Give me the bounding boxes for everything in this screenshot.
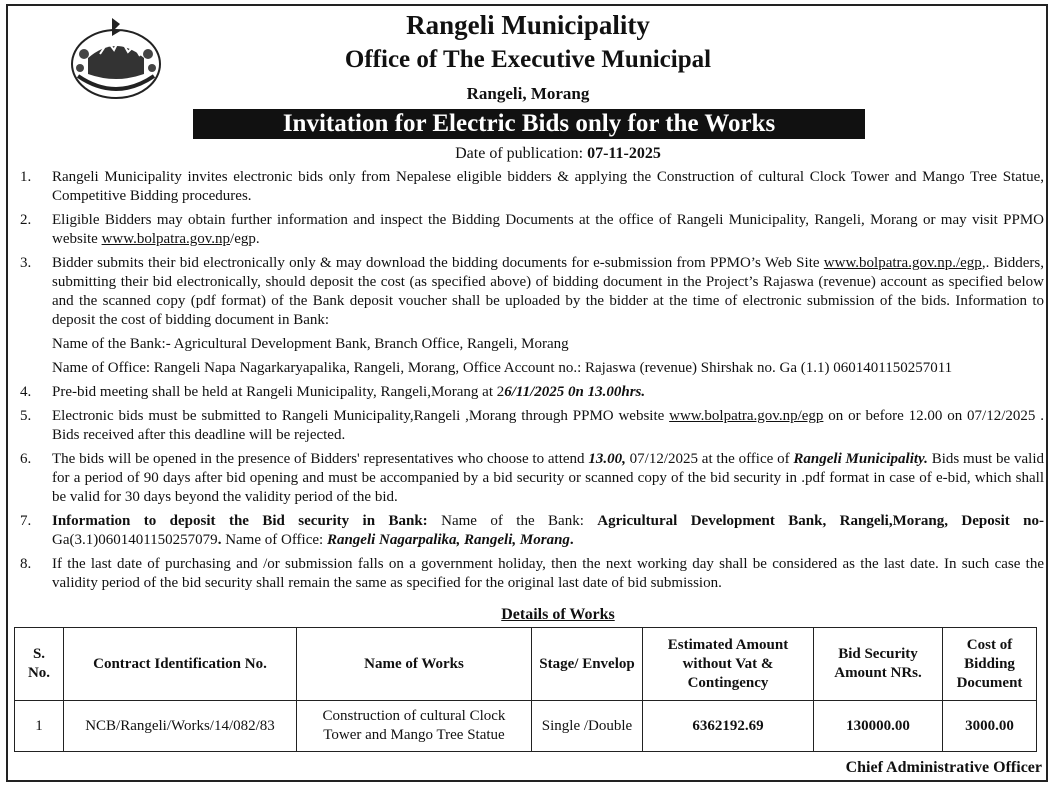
item-text: Eligible Bidders may obtain further information and inspect the Bidding Documents at the office of Rangeli Municipality, Rangeli, Morang or may visit PPMO website	[52, 212, 1044, 247]
item-number: 4.	[20, 384, 32, 400]
column-header: Stage/ Envelop	[532, 628, 643, 701]
item-text: Name of Office:	[221, 532, 327, 548]
table-cell: 130000.00	[814, 701, 943, 752]
item-number: 7.	[20, 513, 32, 529]
column-header: Name of Works	[297, 628, 532, 701]
list-item	[0, 512, 1056, 550]
item-number: 1.	[20, 169, 32, 185]
table-header-row	[15, 628, 1037, 701]
list-item	[0, 555, 1056, 593]
pub-date: 07-11-2025	[587, 145, 661, 162]
item-text: /egp.	[230, 231, 260, 247]
office-name: Office of The Executive Municipal	[344, 46, 712, 73]
ppmo-website-link[interactable]: www.bolpatra.gov.np/egp	[669, 408, 824, 424]
publication-date	[0, 145, 1056, 163]
column-header: Bid Security Amount NRs.	[814, 628, 943, 701]
ppmo-website-link[interactable]: www.bolpatra.gov.np./egp	[823, 255, 982, 271]
works-table	[14, 627, 1037, 752]
column-header: Cost of Bidding Document	[943, 628, 1037, 701]
list-item	[0, 168, 1056, 206]
list-item	[0, 254, 1056, 330]
item-text: ,. Bidders, submitting their bid electronically, should deposit the cost (as specified above) of bidding document in the Project’s Rajaswa (revenue) account as specified below and the scanned copy (pdf format) of the Bank deposit voucher shall be uploaded by the bidder at the time of electronic submission of the bids. Information to deposit the cost of bidding document in Bank:	[52, 255, 1044, 328]
punctuation: .	[217, 532, 222, 548]
opening-time: 13.00,	[588, 451, 626, 467]
punctuation: .	[569, 532, 574, 548]
item-text: 07/12/2025 at the office of	[625, 451, 794, 467]
item-number: 3.	[20, 255, 32, 271]
column-header: Estimated Amount without Vat & Contingency	[643, 628, 814, 701]
table-row	[15, 701, 1037, 752]
item-text: Name of the Bank:	[427, 513, 598, 529]
item-text: Pre-bid meeting shall be held at Rangeli Municipality, Rangeli,Morang at 2	[52, 384, 505, 400]
table-cell: NCB/Rangeli/Works/14/082/83	[64, 701, 297, 752]
table-cell: 3000.00	[943, 701, 1037, 752]
item-text: Bidder submits their bid electronically only & may download the bidding documents for e-submission from PPMO’s Web Site	[52, 255, 824, 271]
table-cell: 6362192.69	[643, 701, 814, 752]
item-heading: Information to deposit the Bid security in Bank:	[52, 513, 428, 529]
table-cell: Construction of cultural Clock Tower and Mango Tree Statue	[297, 701, 532, 752]
list-item	[0, 407, 1056, 445]
list-item	[0, 211, 1056, 249]
item-text: Bids must be valid for a period of 90 days after bid opening and must be accompanied by a bid security or scanned copy of the bid security in .pdf format in case of e-bid, which shall be valid for 30 days beyond the validity period of the bid.	[52, 451, 1044, 505]
pub-label: Date of publication:	[455, 145, 588, 162]
signatory: Chief Administrative Officer	[845, 759, 1042, 776]
office-location: Rangeli, Morang	[466, 84, 590, 103]
prebid-date: 6/11/2025 0n 13.00hrs.	[504, 384, 646, 400]
column-header: Contract Identification No.	[64, 628, 297, 701]
ppmo-website-link[interactable]: www.bolpatra.gov.np	[101, 231, 231, 247]
list-item	[0, 450, 1056, 507]
item-number: 5.	[20, 408, 32, 424]
bank-name: Agricultural Development Bank, Rangeli,Morang, Deposit no-	[597, 513, 1044, 529]
notice-banner: Invitation for Electric Bids only for the Works	[193, 109, 865, 139]
opening-office: Rangeli Municipality.	[793, 451, 928, 467]
table-cell: Single /Double	[532, 701, 643, 752]
office-name-deposit: Rangeli Nagarpalika, Rangeli, Morang	[326, 532, 570, 548]
item-text: The bids will be opened in the presence of Bidders' representatives who choose to attend	[52, 451, 589, 467]
item-text: on or before 12.00 on 07/12/2025 . Bids received after this deadline will be rejected.	[52, 408, 1044, 443]
list-item	[0, 383, 1056, 402]
item-number: 6.	[20, 451, 32, 467]
item-text: If the last date of purchasing and /or submission falls on a government holiday, then the next working day shall be considered as the last date. In such case the validity period of the bid security shall remain the same as specified for the original last date of bid submission.	[52, 556, 1044, 591]
table-cell: 1	[15, 701, 64, 752]
item-text: Electronic bids must be submitted to Rangeli Municipality,Rangeli ,Morang through PPMO website	[52, 408, 670, 424]
bank-name-line: Name of the Bank:- Agricultural Development Bank, Branch Office, Rangeli, Morang	[52, 336, 569, 352]
item-number: 8.	[20, 556, 32, 572]
notice-items	[0, 168, 1056, 598]
item-number: 2.	[20, 212, 32, 228]
details-title: Details of Works	[501, 606, 615, 623]
item-text: Rangeli Municipality invites electronic bids only from Nepalese eligible bidders & applying the Construction of cultural Clock Tower and Mango Tree Statue, Competitive Bidding procedures.	[52, 169, 1044, 204]
column-header: S. No.	[15, 628, 64, 701]
deposit-number: Ga(3.1)0601401150257079	[52, 532, 218, 548]
office-account-line: Name of Office: Rangeli Napa Nagarkaryapalika, Rangeli, Morang, Office Account no.: Rajaswa (revenue) Shirshak no. Ga (1.1) 0601401150257011	[52, 360, 953, 376]
municipality-name: Rangeli Municipality	[406, 10, 650, 40]
